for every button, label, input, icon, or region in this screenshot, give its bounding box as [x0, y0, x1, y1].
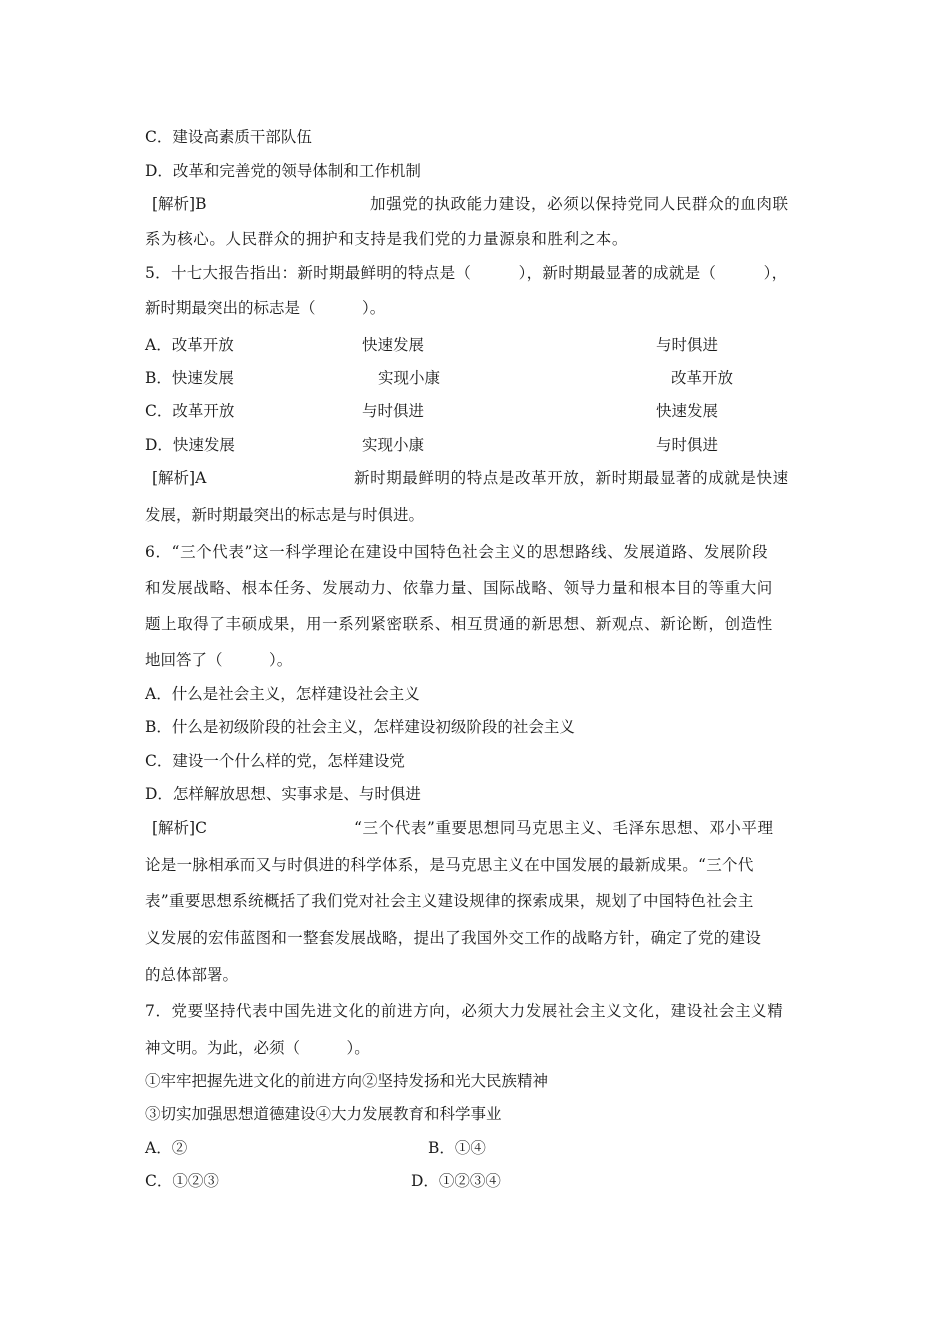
q5-option-b-mid: 实现小康: [378, 369, 441, 387]
q7-items-line: ①牢牢把握先进文化的前进方向②坚持发扬和光大民族精神: [145, 1072, 549, 1090]
q5-option-d: D．快速发展: [145, 436, 235, 454]
q4-analysis-label: [解析]B: [152, 195, 207, 213]
q7-option-b: B．①④: [428, 1139, 486, 1157]
q5-analysis-label: [解析]A: [152, 469, 207, 487]
q6-stem-line: 和发展战略、根本任务、发展动力、依靠力量、国际战略、领导力量和根本目的等重大问: [145, 579, 773, 597]
q7-option-c: C．①②③: [145, 1172, 219, 1190]
q6-option-b: B．什么是初级阶段的社会主义，怎样建设初级阶段的社会主义: [145, 718, 575, 736]
q6-option-d: D．怎样解放思想、实事求是、与时俱进: [145, 785, 421, 803]
q7-option-a: A．②: [145, 1139, 188, 1157]
q5-stem-line: 5．十七大报告指出：新时期最鲜明的特点是（ ），新时期最显著的成就是（ ），: [145, 264, 788, 282]
q5-option-a-right: 与时俱进: [656, 336, 719, 354]
q6-option-a: A．什么是社会主义，怎样建设社会主义: [145, 685, 420, 703]
q5-option-b: B．快速发展: [145, 369, 234, 387]
q5-option-c-mid: 与时俱进: [362, 402, 425, 420]
q7-stem-line: 神文明。为此，必须（ ）。: [145, 1039, 370, 1057]
q4-analysis-line: 系为核心。人民群众的拥护和支持是我们党的力量源泉和胜利之本。: [145, 230, 629, 248]
q5-analysis-line: 发展，新时期最突出的标志是与时俱进。: [145, 506, 425, 524]
q6-analysis-line: 表”重要思想系统概括了我们党对社会主义建设规律的探索成果，规划了中国特色社会主: [145, 892, 754, 910]
q6-analysis-line: “三个代表”重要思想同马克思主义、毛泽东思想、邓小平理: [354, 819, 774, 837]
q6-stem-line: 地回答了（ ）。: [145, 651, 293, 669]
q6-stem-line: 6．“三个代表”这一科学理论在建设中国特色社会主义的思想路线、发展道路、发展阶段: [145, 543, 769, 561]
q6-analysis-label: [解析]C: [152, 819, 207, 837]
q7-stem-line: 7．党要坚持代表中国先进文化的前进方向，必须大力发展社会主义文化，建设社会主义精: [145, 1002, 784, 1020]
q6-option-c: C．建设一个什么样的党，怎样建设党: [145, 752, 405, 770]
q5-option-d-mid: 实现小康: [362, 436, 425, 454]
q4-option-d: D．改革和完善党的领导体制和工作机制: [145, 162, 421, 180]
q7-items-line: ③切实加强思想道德建设④大力发展教育和科学事业: [145, 1105, 502, 1123]
q5-option-d-right: 与时俱进: [656, 436, 719, 454]
q5-analysis-line: 新时期最鲜明的特点是改革开放，新时期最显著的成就是快速: [354, 469, 789, 487]
q6-analysis-line: 的总体部署。: [145, 966, 239, 984]
q6-stem-line: 题上取得了丰硕成果，用一系列紧密联系、相互贯通的新思想、新观点、新论断，创造性: [145, 615, 773, 633]
q6-analysis-line: 义发展的宏伟蓝图和一整套发展战略，提出了我国外交工作的战略方针，确定了党的建设: [145, 929, 762, 947]
q5-option-a: A．改革开放: [145, 336, 234, 354]
q7-option-d: D．①②③④: [411, 1172, 501, 1190]
q6-analysis-line: 论是一脉相承而又与时俱进的科学体系，是马克思主义在中国发展的最新成果。“三个代: [145, 856, 754, 874]
q5-option-a-mid: 快速发展: [362, 336, 425, 354]
q4-analysis-line: 加强党的执政能力建设，必须以保持党同人民群众的血肉联: [370, 195, 789, 213]
q5-stem-line: 新时期最突出的标志是（ ）。: [145, 299, 386, 317]
q5-option-c: C．改革开放: [145, 402, 235, 420]
q4-option-c: C．建设高素质干部队伍: [145, 128, 312, 146]
q5-option-b-right: 改革开放: [671, 369, 734, 387]
q5-option-c-right: 快速发展: [656, 402, 719, 420]
